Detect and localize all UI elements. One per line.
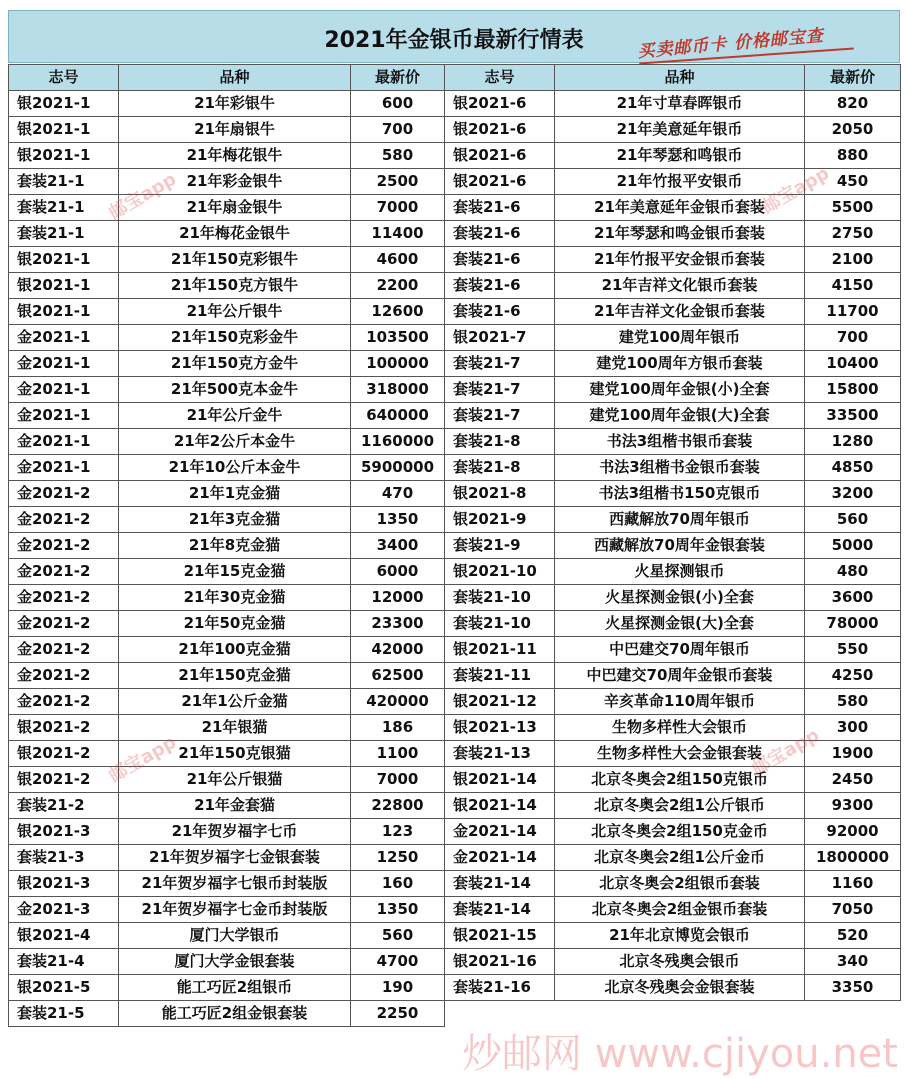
coin-code: 金2021-2: [9, 507, 119, 533]
coin-price: 160: [351, 871, 445, 897]
coin-name: 21年500克本金牛: [119, 377, 351, 403]
table-row: [9, 169, 901, 195]
coin-price: 42000: [351, 637, 445, 663]
table-row: [9, 377, 901, 403]
coin-code: 银2021-1: [9, 91, 119, 117]
coin-price: 450: [805, 169, 901, 195]
coin-code: 套装21-16: [445, 975, 555, 1001]
coin-name: 能工巧匠2组金银套装: [119, 1001, 351, 1027]
coin-code: 套装21-3: [9, 845, 119, 871]
table-row: [9, 689, 901, 715]
coin-name: 21年竹报平安银币: [555, 169, 805, 195]
coin-name: 21年琴瑟和鸣金银币套装: [555, 221, 805, 247]
coin-code: 银2021-2: [9, 767, 119, 793]
coin-name: 厦门大学银币: [119, 923, 351, 949]
coin-code: 套装21-1: [9, 195, 119, 221]
coin-name: 21年150克金猫: [119, 663, 351, 689]
coin-name: 建党100周年方银币套装: [555, 351, 805, 377]
coin-name: 书法3组楷书150克银币: [555, 481, 805, 507]
coin-name: 21年2公斤本金牛: [119, 429, 351, 455]
coin-price: 12600: [351, 299, 445, 325]
coin-price: 2450: [805, 767, 901, 793]
coin-code: 银2021-1: [9, 299, 119, 325]
coin-name: 中巴建交70周年金银币套装: [555, 663, 805, 689]
coin-name: 21年10公斤本金牛: [119, 455, 351, 481]
table-row: [9, 1001, 901, 1027]
header-price-left: 最新价: [351, 65, 445, 91]
coin-price: 2250: [351, 1001, 445, 1027]
coin-code: 套装21-10: [445, 611, 555, 637]
coin-code: 套装21-7: [445, 351, 555, 377]
coin-code: 银2021-15: [445, 923, 555, 949]
table-row: [9, 143, 901, 169]
table-row: [9, 559, 901, 585]
coin-code: 银2021-2: [9, 715, 119, 741]
coin-code: 套装21-5: [9, 1001, 119, 1027]
coin-name: 21年彩银牛: [119, 91, 351, 117]
coin-name: 火星探测银币: [555, 559, 805, 585]
table-row: [9, 611, 901, 637]
coin-price: 820: [805, 91, 901, 117]
coin-code: 金2021-14: [445, 845, 555, 871]
coin-code: 套装21-1: [9, 221, 119, 247]
coin-price: 1350: [351, 507, 445, 533]
table-row: [9, 741, 901, 767]
coin-code: 银2021-6: [445, 117, 555, 143]
coin-code: 金2021-14: [445, 819, 555, 845]
coin-code: 套装21-8: [445, 455, 555, 481]
coin-price: 300: [805, 715, 901, 741]
coin-price: 880: [805, 143, 901, 169]
coin-code: 套装21-6: [445, 273, 555, 299]
header-code-left: 志号: [9, 65, 119, 91]
coin-code: 银2021-3: [9, 819, 119, 845]
coin-price: 9300: [805, 793, 901, 819]
coin-name: 生物多样性大会银币: [555, 715, 805, 741]
table-header-row: [9, 65, 901, 91]
coin-price: 7000: [351, 195, 445, 221]
coin-price: 3200: [805, 481, 901, 507]
coin-name: 21年金套猫: [119, 793, 351, 819]
coin-price: 15800: [805, 377, 901, 403]
coin-code: 银2021-1: [9, 117, 119, 143]
coin-name: 北京冬奥会2组150克金币: [555, 819, 805, 845]
coin-name: 21年北京博览会银币: [555, 923, 805, 949]
coin-price: 78000: [805, 611, 901, 637]
table-row: [9, 871, 901, 897]
coin-name: 21年竹报平安金银币套装: [555, 247, 805, 273]
coin-code: 银2021-3: [9, 871, 119, 897]
coin-price: 700: [805, 325, 901, 351]
coin-price: 12000: [351, 585, 445, 611]
coin-price: 3600: [805, 585, 901, 611]
header-code-right: 志号: [445, 65, 555, 91]
table-row: [9, 325, 901, 351]
coin-code: 金2021-2: [9, 533, 119, 559]
coin-code: 套装21-2: [9, 793, 119, 819]
coin-code: 套装21-4: [9, 949, 119, 975]
coin-price: 560: [351, 923, 445, 949]
watermark: 邮宝app: [105, 168, 180, 224]
coin-name: 书法3组楷书金银币套装: [555, 455, 805, 481]
coin-price: 4250: [805, 663, 901, 689]
coin-code: 银2021-1: [9, 247, 119, 273]
table-row: [9, 455, 901, 481]
coin-code: 套装21-6: [445, 221, 555, 247]
empty-cell: [805, 1001, 901, 1027]
coin-code: 套装21-6: [445, 299, 555, 325]
table-row: [9, 429, 901, 455]
coin-name: 21年15克金猫: [119, 559, 351, 585]
coin-price: 5900000: [351, 455, 445, 481]
coin-price: 7000: [351, 767, 445, 793]
coin-code: 银2021-2: [9, 741, 119, 767]
coin-name: 北京冬残奥会金银套装: [555, 975, 805, 1001]
coin-name: 21年150克银猫: [119, 741, 351, 767]
coin-price: 480: [805, 559, 901, 585]
coin-price: 4600: [351, 247, 445, 273]
coin-name: 21年吉祥文化银币套装: [555, 273, 805, 299]
coin-price: 1350: [351, 897, 445, 923]
coin-name: 21年贺岁福字七币: [119, 819, 351, 845]
coin-code: 金2021-2: [9, 481, 119, 507]
coin-name: 西藏解放70周年金银套装: [555, 533, 805, 559]
coin-name: 建党100周年银币: [555, 325, 805, 351]
table-row: [9, 299, 901, 325]
coin-price: 1100: [351, 741, 445, 767]
coin-name: 建党100周年金银(小)全套: [555, 377, 805, 403]
coin-price: 2050: [805, 117, 901, 143]
coin-name: 21年3克金猫: [119, 507, 351, 533]
coin-price: 580: [805, 689, 901, 715]
coin-code: 套装21-1: [9, 169, 119, 195]
coin-price: 10400: [805, 351, 901, 377]
coin-code: 金2021-2: [9, 689, 119, 715]
coin-price: 7050: [805, 897, 901, 923]
coin-name: 21年梅花金银牛: [119, 221, 351, 247]
coin-price: 190: [351, 975, 445, 1001]
coin-name: 21年琴瑟和鸣银币: [555, 143, 805, 169]
coin-name: 21年公斤银牛: [119, 299, 351, 325]
coin-code: 银2021-4: [9, 923, 119, 949]
coin-code: 银2021-5: [9, 975, 119, 1001]
table-row: [9, 637, 901, 663]
coin-code: 套装21-7: [445, 403, 555, 429]
coin-price: 62500: [351, 663, 445, 689]
coin-price: 5500: [805, 195, 901, 221]
coin-code: 银2021-14: [445, 767, 555, 793]
coin-code: 套装21-11: [445, 663, 555, 689]
coin-name: 21年银猫: [119, 715, 351, 741]
coin-name: 中巴建交70周年银币: [555, 637, 805, 663]
coin-name: 北京冬奥会2组150克银币: [555, 767, 805, 793]
coin-price: 470: [351, 481, 445, 507]
coin-price: 1800000: [805, 845, 901, 871]
coin-price: 560: [805, 507, 901, 533]
table-row: [9, 273, 901, 299]
coin-name: 21年100克金猫: [119, 637, 351, 663]
slogan-stamp: 买卖邮币卡 价格邮宝查: [636, 25, 825, 63]
coin-price: 600: [351, 91, 445, 117]
coin-price: 5000: [805, 533, 901, 559]
coin-name: 北京冬残奥会银币: [555, 949, 805, 975]
coin-name: 21年美意延年金银币套装: [555, 195, 805, 221]
coin-price: 1160: [805, 871, 901, 897]
coin-name: 西藏解放70周年银币: [555, 507, 805, 533]
watermark: 邮宝app: [748, 724, 823, 780]
coin-price: 420000: [351, 689, 445, 715]
coin-price: 2500: [351, 169, 445, 195]
coin-price: 22800: [351, 793, 445, 819]
coin-price: 4150: [805, 273, 901, 299]
coin-name: 辛亥革命110周年银币: [555, 689, 805, 715]
coin-code: 套装21-6: [445, 195, 555, 221]
coin-code: 银2021-10: [445, 559, 555, 585]
coin-code: 套装21-7: [445, 377, 555, 403]
coin-code: 套装21-6: [445, 247, 555, 273]
coin-name: 21年贺岁福字七金币封装版: [119, 897, 351, 923]
coin-price: 123: [351, 819, 445, 845]
coin-price: 186: [351, 715, 445, 741]
coin-code: 银2021-6: [445, 91, 555, 117]
coin-name: 21年150克彩金牛: [119, 325, 351, 351]
coin-code: 金2021-2: [9, 663, 119, 689]
coin-price: 1250: [351, 845, 445, 871]
coin-code: 套装21-10: [445, 585, 555, 611]
header-name-right: 品种: [555, 65, 805, 91]
coin-name: 21年贺岁福字七银币封装版: [119, 871, 351, 897]
coin-code: 金2021-1: [9, 429, 119, 455]
coin-code: 套装21-8: [445, 429, 555, 455]
coin-code: 金2021-1: [9, 351, 119, 377]
coin-code: 套装21-9: [445, 533, 555, 559]
coin-price: 550: [805, 637, 901, 663]
table-row: [9, 949, 901, 975]
coin-code: 金2021-2: [9, 611, 119, 637]
coin-name: 北京冬奥会2组金银币套装: [555, 897, 805, 923]
coin-price: 3350: [805, 975, 901, 1001]
coin-name: 火星探测金银(大)全套: [555, 611, 805, 637]
coin-name: 21年扇银牛: [119, 117, 351, 143]
coin-price: 2100: [805, 247, 901, 273]
watermark: 邮宝app: [758, 162, 833, 218]
coin-name: 21年彩金银牛: [119, 169, 351, 195]
coin-code: 金2021-1: [9, 403, 119, 429]
coin-name: 21年150克彩银牛: [119, 247, 351, 273]
coin-price: 4850: [805, 455, 901, 481]
title-bar: [8, 10, 900, 63]
table-row: [9, 91, 901, 117]
coin-price: 6000: [351, 559, 445, 585]
coin-code: 银2021-11: [445, 637, 555, 663]
table-row: [9, 195, 901, 221]
table-row: [9, 221, 901, 247]
coin-price: 103500: [351, 325, 445, 351]
site-watermark: 炒邮网 www.cjiyou.net: [462, 1031, 898, 1077]
page-title: 2021年金银币最新行情表: [324, 28, 584, 53]
coin-name: 建党100周年金银(大)全套: [555, 403, 805, 429]
coin-name: 21年公斤金牛: [119, 403, 351, 429]
table-row: [9, 533, 901, 559]
coin-price: 580: [351, 143, 445, 169]
coin-name: 21年30克金猫: [119, 585, 351, 611]
coin-name: 21年1克金猫: [119, 481, 351, 507]
coin-code: 金2021-2: [9, 585, 119, 611]
coin-code: 金2021-1: [9, 377, 119, 403]
coin-code: 金2021-3: [9, 897, 119, 923]
coin-name: 厦门大学金银套装: [119, 949, 351, 975]
header-name-left: 品种: [119, 65, 351, 91]
coin-name: 21年扇金银牛: [119, 195, 351, 221]
coin-price: 92000: [805, 819, 901, 845]
coin-name: 21年150克方银牛: [119, 273, 351, 299]
coin-code: 金2021-1: [9, 455, 119, 481]
table-row: [9, 117, 901, 143]
coin-name: 21年梅花银牛: [119, 143, 351, 169]
coin-price: 1900: [805, 741, 901, 767]
table-row: [9, 585, 901, 611]
coin-name: 21年1公斤金猫: [119, 689, 351, 715]
coin-code: 银2021-13: [445, 715, 555, 741]
coin-name: 北京冬奥会2组银币套装: [555, 871, 805, 897]
coin-code: 银2021-8: [445, 481, 555, 507]
table-row: [9, 663, 901, 689]
coin-price: 2200: [351, 273, 445, 299]
coin-name: 书法3组楷书银币套装: [555, 429, 805, 455]
coin-name: 北京冬奥会2组1公斤银币: [555, 793, 805, 819]
coin-name: 21年贺岁福字七金银套装: [119, 845, 351, 871]
coin-price: 4700: [351, 949, 445, 975]
coin-price: 23300: [351, 611, 445, 637]
table-row: [9, 819, 901, 845]
coin-price: 700: [351, 117, 445, 143]
coin-price: 340: [805, 949, 901, 975]
coin-price: 520: [805, 923, 901, 949]
coin-code: 银2021-9: [445, 507, 555, 533]
watermark: 邮宝app: [105, 731, 180, 787]
table-row: [9, 897, 901, 923]
table-row: [9, 975, 901, 1001]
coin-code: 银2021-14: [445, 793, 555, 819]
table-row: [9, 793, 901, 819]
coin-name: 21年公斤银猫: [119, 767, 351, 793]
table-row: [9, 351, 901, 377]
coin-code: 银2021-16: [445, 949, 555, 975]
header-price-right: 最新价: [805, 65, 901, 91]
coin-price: 11400: [351, 221, 445, 247]
coin-code: 金2021-2: [9, 637, 119, 663]
coin-price: 1280: [805, 429, 901, 455]
table-row: [9, 403, 901, 429]
coin-code: 金2021-1: [9, 325, 119, 351]
coin-code: 套装21-13: [445, 741, 555, 767]
price-table: [8, 64, 901, 1027]
coin-name: 21年吉祥文化金银币套装: [555, 299, 805, 325]
coin-price: 640000: [351, 403, 445, 429]
coin-code: 银2021-1: [9, 143, 119, 169]
coin-price: 3400: [351, 533, 445, 559]
coin-price: 1160000: [351, 429, 445, 455]
table-row: [9, 767, 901, 793]
empty-cell: [555, 1001, 805, 1027]
coin-code: 银2021-7: [445, 325, 555, 351]
table-row: [9, 247, 901, 273]
coin-name: 21年8克金猫: [119, 533, 351, 559]
coin-name: 21年150克方金牛: [119, 351, 351, 377]
table-row: [9, 715, 901, 741]
coin-code: 套装21-14: [445, 897, 555, 923]
coin-name: 生物多样性大会金银套装: [555, 741, 805, 767]
table-row: [9, 845, 901, 871]
coin-price: 100000: [351, 351, 445, 377]
coin-price: 2750: [805, 221, 901, 247]
coin-name: 21年寸草春晖银币: [555, 91, 805, 117]
coin-name: 21年美意延年银币: [555, 117, 805, 143]
coin-price: 33500: [805, 403, 901, 429]
coin-code: 银2021-12: [445, 689, 555, 715]
coin-name: 火星探测金银(小)全套: [555, 585, 805, 611]
coin-code: 套装21-14: [445, 871, 555, 897]
coin-name: 北京冬奥会2组1公斤金币: [555, 845, 805, 871]
table-row: [9, 923, 901, 949]
coin-name: 能工巧匠2组银币: [119, 975, 351, 1001]
coin-price: 318000: [351, 377, 445, 403]
table-row: [9, 507, 901, 533]
coin-code: 银2021-6: [445, 169, 555, 195]
coin-name: 21年50克金猫: [119, 611, 351, 637]
coin-code: 银2021-1: [9, 273, 119, 299]
empty-cell: [445, 1001, 555, 1027]
table-row: [9, 481, 901, 507]
coin-price: 11700: [805, 299, 901, 325]
coin-code: 金2021-2: [9, 559, 119, 585]
coin-code: 银2021-6: [445, 143, 555, 169]
